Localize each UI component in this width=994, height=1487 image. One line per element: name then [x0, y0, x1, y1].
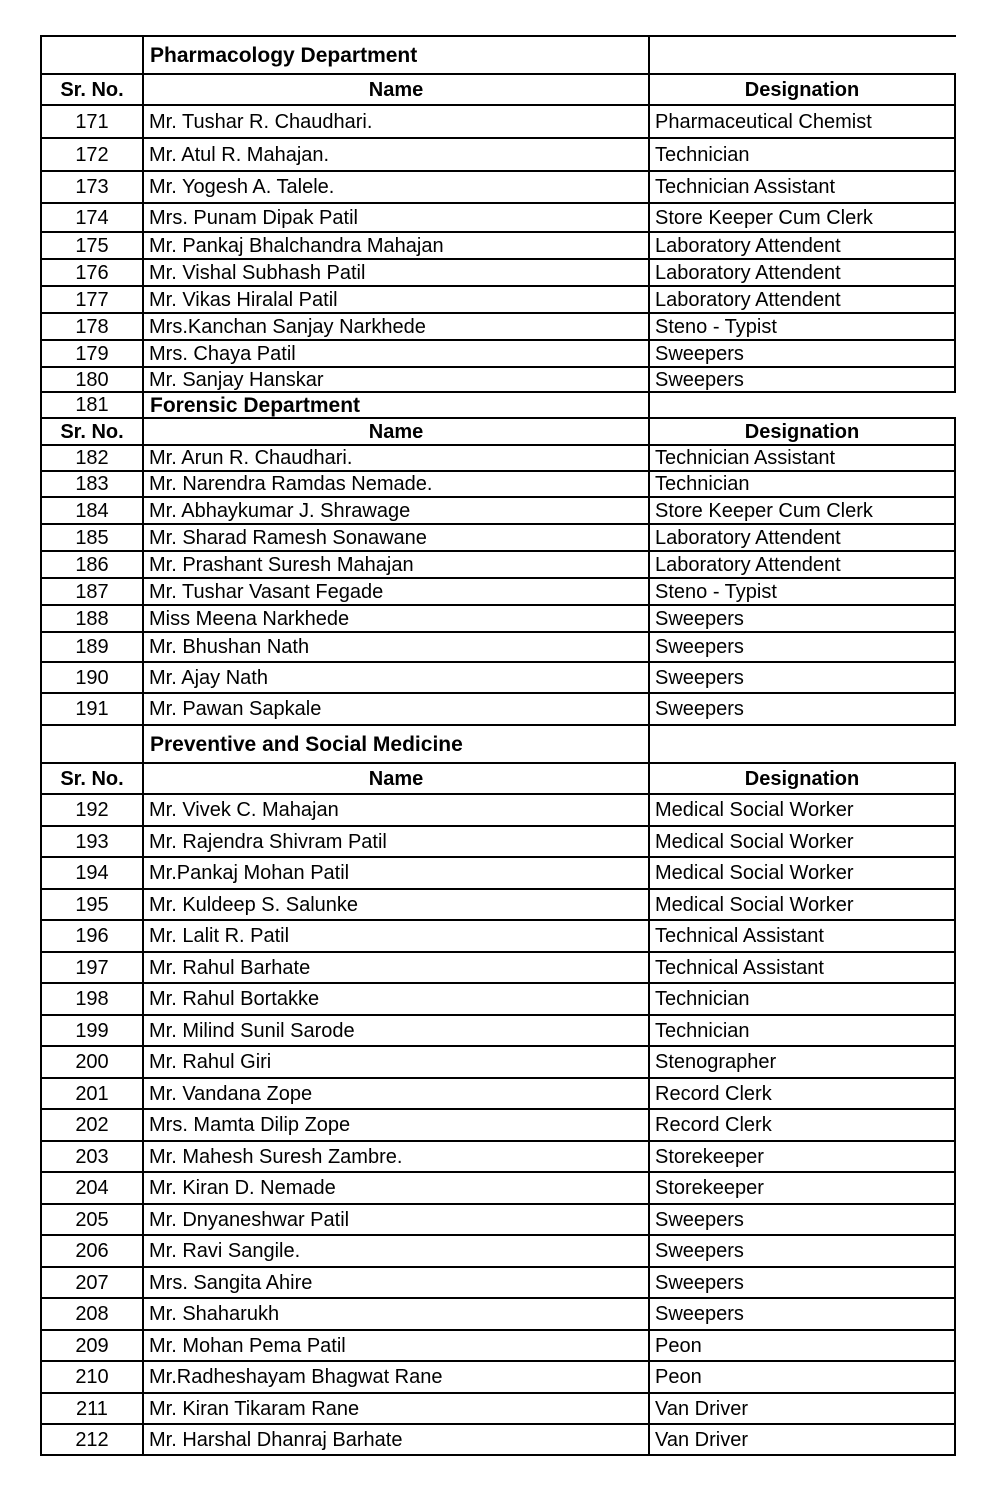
- designation-cell: Peon: [648, 1331, 956, 1360]
- designation-cell: Sweepers: [648, 1236, 956, 1266]
- table-row: [40, 106, 956, 139]
- name-cell: Mrs. Punam Dipak Patil: [142, 204, 648, 231]
- designation-cell: Sweepers: [648, 663, 956, 692]
- name-cell: Mr. Tushar Vasant Fegade: [142, 579, 648, 604]
- table-row: [40, 1047, 956, 1079]
- designation-cell: Record Clerk: [648, 1110, 956, 1140]
- header-designation: Designation: [648, 75, 956, 104]
- table-row: [40, 1142, 956, 1173]
- table-row: [40, 858, 956, 890]
- sr-no-cell: 175: [40, 233, 142, 258]
- sr-no-cell: 203: [40, 1142, 142, 1171]
- section-title: Preventive and Social Medicine: [142, 726, 648, 762]
- name-cell: Mr. Ajay Nath: [142, 663, 648, 692]
- designation-cell: Stenographer: [648, 1047, 956, 1077]
- sr-no-cell: 179: [40, 341, 142, 366]
- column-header-row: [40, 75, 956, 106]
- header-sr-no: Sr. No.: [40, 75, 142, 104]
- table-row: [40, 498, 956, 525]
- designation-cell: Technical Assistant: [648, 921, 956, 951]
- section-title-blank: [648, 726, 956, 762]
- section-title-row: [40, 37, 956, 75]
- table-row: [40, 525, 956, 552]
- table-row: [40, 1016, 956, 1047]
- sr-no-cell: 172: [40, 139, 142, 170]
- name-cell: Mr. Rahul Bortakke: [142, 984, 648, 1014]
- designation-cell: Record Clerk: [648, 1079, 956, 1108]
- sr-no-cell: 190: [40, 663, 142, 692]
- designation-cell: Pharmaceutical Chemist: [648, 106, 956, 137]
- sr-no-cell: 188: [40, 606, 142, 631]
- designation-cell: Van Driver: [648, 1425, 956, 1454]
- name-cell: Mr. Dnyaneshwar Patil: [142, 1205, 648, 1234]
- name-cell: Mr. Mahesh Suresh Zambre.: [142, 1142, 648, 1171]
- sr-no-cell: 206: [40, 1236, 142, 1266]
- name-cell: Mr. Rahul Giri: [142, 1047, 648, 1077]
- sr-no-cell: 202: [40, 1110, 142, 1140]
- sr-no-cell: 199: [40, 1016, 142, 1045]
- name-cell: Mr. Yogesh A. Talele.: [142, 172, 648, 202]
- sr-no-cell: 204: [40, 1173, 142, 1203]
- sr-no-cell: 184: [40, 498, 142, 523]
- designation-cell: Laboratory Attendent: [648, 525, 956, 550]
- sr-no-cell: 201: [40, 1079, 142, 1108]
- table-row: [40, 953, 956, 984]
- staff-table: [40, 35, 956, 1456]
- sr-no-cell: 209: [40, 1331, 142, 1360]
- name-cell: Mr. Rajendra Shivram Patil: [142, 827, 648, 856]
- table-row: [40, 341, 956, 368]
- table-row: [40, 890, 956, 921]
- designation-cell: Sweepers: [648, 1299, 956, 1329]
- name-cell: Mr. Sanjay Hanskar: [142, 368, 648, 391]
- designation-cell: Sweepers: [648, 633, 956, 661]
- name-cell: Mr. Vishal Subhash Patil: [142, 260, 648, 285]
- name-cell: Mr.Radheshayam Bhagwat Rane: [142, 1362, 648, 1392]
- section-title-blank: [648, 393, 956, 417]
- table-row: [40, 1173, 956, 1205]
- designation-cell: Laboratory Attendent: [648, 260, 956, 285]
- designation-cell: Sweepers: [648, 694, 956, 724]
- table-row: [40, 921, 956, 953]
- table-row: [40, 204, 956, 233]
- section-title: Forensic Department: [142, 393, 648, 417]
- name-cell: Mr. Tushar R. Chaudhari.: [142, 106, 648, 137]
- table-row: [40, 1236, 956, 1268]
- table-row: [40, 233, 956, 260]
- designation-cell: Sweepers: [648, 1268, 956, 1297]
- table-row: [40, 172, 956, 204]
- section-title-sr: 181: [40, 393, 142, 417]
- table-row: [40, 694, 956, 726]
- table-row: [40, 579, 956, 606]
- table-row: [40, 633, 956, 663]
- table-row: [40, 1205, 956, 1236]
- designation-cell: Technician Assistant: [648, 446, 956, 470]
- designation-cell: Sweepers: [648, 341, 956, 366]
- name-cell: Mr. Abhaykumar J. Shrawage: [142, 498, 648, 523]
- sr-no-cell: 200: [40, 1047, 142, 1077]
- name-cell: Mr. Shaharukh: [142, 1299, 648, 1329]
- designation-cell: Technical Assistant: [648, 953, 956, 982]
- designation-cell: Sweepers: [648, 368, 956, 391]
- header-name: Name: [142, 419, 648, 444]
- designation-cell: Technician: [648, 984, 956, 1014]
- name-cell: Mr. Atul R. Mahajan.: [142, 139, 648, 170]
- table-row: [40, 1299, 956, 1331]
- sr-no-cell: 196: [40, 921, 142, 951]
- name-cell: Mr. Vandana Zope: [142, 1079, 648, 1108]
- section-title-sr: [40, 37, 142, 73]
- sr-no-cell: 176: [40, 260, 142, 285]
- table-row: [40, 1362, 956, 1394]
- designation-cell: Sweepers: [648, 606, 956, 631]
- designation-cell: Medical Social Worker: [648, 858, 956, 888]
- table-row: [40, 314, 956, 341]
- table-row: [40, 552, 956, 579]
- name-cell: Mr. Kiran Tikaram Rane: [142, 1394, 648, 1423]
- name-cell: Mr. Kiran D. Nemade: [142, 1173, 648, 1203]
- header-sr-no: Sr. No.: [40, 419, 142, 444]
- table-row: [40, 287, 956, 314]
- table-row: [40, 260, 956, 287]
- sr-no-cell: 210: [40, 1362, 142, 1392]
- header-designation: Designation: [648, 419, 956, 444]
- sr-no-cell: 171: [40, 106, 142, 137]
- designation-cell: Technician: [648, 1016, 956, 1045]
- sr-no-cell: 207: [40, 1268, 142, 1297]
- table-row: [40, 472, 956, 498]
- name-cell: Mr. Narendra Ramdas Nemade.: [142, 472, 648, 496]
- sr-no-cell: 177: [40, 287, 142, 312]
- designation-cell: Storekeeper: [648, 1142, 956, 1171]
- name-cell: Mr. Pawan Sapkale: [142, 694, 648, 724]
- designation-cell: Steno - Typist: [648, 314, 956, 339]
- designation-cell: Storekeeper: [648, 1173, 956, 1203]
- sr-no-cell: 173: [40, 172, 142, 202]
- header-designation: Designation: [648, 764, 956, 793]
- name-cell: Mr. Rahul Barhate: [142, 953, 648, 982]
- section-title-blank: [648, 37, 956, 73]
- table-row: [40, 1331, 956, 1362]
- name-cell: Mrs. Sangita Ahire: [142, 1268, 648, 1297]
- sr-no-cell: 194: [40, 858, 142, 888]
- designation-cell: Laboratory Attendent: [648, 552, 956, 577]
- sr-no-cell: 189: [40, 633, 142, 661]
- sr-no-cell: 185: [40, 525, 142, 550]
- table-row: [40, 1079, 956, 1110]
- column-header-row: [40, 419, 956, 446]
- sr-no-cell: 182: [40, 446, 142, 470]
- table-row: [40, 827, 956, 858]
- designation-cell: Sweepers: [648, 1205, 956, 1234]
- name-cell: Mr. Harshal Dhanraj Barhate: [142, 1425, 648, 1454]
- name-cell: Miss Meena Narkhede: [142, 606, 648, 631]
- designation-cell: Laboratory Attendent: [648, 233, 956, 258]
- section-title: Pharmacology Department: [142, 37, 648, 73]
- name-cell: Mrs. Mamta Dilip Zope: [142, 1110, 648, 1140]
- header-sr-no: Sr. No.: [40, 764, 142, 793]
- section-title-row: [40, 393, 956, 419]
- name-cell: Mr. Pankaj Bhalchandra Mahajan: [142, 233, 648, 258]
- table-row: [40, 139, 956, 172]
- table-row: [40, 663, 956, 694]
- designation-cell: Peon: [648, 1362, 956, 1392]
- name-cell: Mrs. Chaya Patil: [142, 341, 648, 366]
- table-row: [40, 795, 956, 827]
- sr-no-cell: 198: [40, 984, 142, 1014]
- sr-no-cell: 195: [40, 890, 142, 919]
- sr-no-cell: 178: [40, 314, 142, 339]
- name-cell: Mr. Vivek C. Mahajan: [142, 795, 648, 825]
- column-header-row: [40, 764, 956, 795]
- table-row: [40, 446, 956, 472]
- name-cell: Mrs.Kanchan Sanjay Narkhede: [142, 314, 648, 339]
- sr-no-cell: 186: [40, 552, 142, 577]
- name-cell: Mr. Bhushan Nath: [142, 633, 648, 661]
- name-cell: Mr. Kuldeep S. Salunke: [142, 890, 648, 919]
- designation-cell: Medical Social Worker: [648, 795, 956, 825]
- name-cell: Mr. Prashant Suresh Mahajan: [142, 552, 648, 577]
- name-cell: Mr. Lalit R. Patil: [142, 921, 648, 951]
- designation-cell: Store Keeper Cum Clerk: [648, 204, 956, 231]
- designation-cell: Steno - Typist: [648, 579, 956, 604]
- sr-no-cell: 180: [40, 368, 142, 391]
- table-row: [40, 1110, 956, 1142]
- designation-cell: Laboratory Attendent: [648, 287, 956, 312]
- sr-no-cell: 208: [40, 1299, 142, 1329]
- sr-no-cell: 192: [40, 795, 142, 825]
- name-cell: Mr. Mohan Pema Patil: [142, 1331, 648, 1360]
- sr-no-cell: 197: [40, 953, 142, 982]
- table-row: [40, 368, 956, 393]
- table-row: [40, 606, 956, 633]
- name-cell: Mr.Pankaj Mohan Patil: [142, 858, 648, 888]
- designation-cell: Store Keeper Cum Clerk: [648, 498, 956, 523]
- sr-no-cell: 211: [40, 1394, 142, 1423]
- table-row: [40, 1425, 956, 1456]
- designation-cell: Medical Social Worker: [648, 827, 956, 856]
- name-cell: Mr. Ravi Sangile.: [142, 1236, 648, 1266]
- table-row: [40, 1268, 956, 1299]
- name-cell: Mr. Arun R. Chaudhari.: [142, 446, 648, 470]
- designation-cell: Technician: [648, 139, 956, 170]
- table-row: [40, 984, 956, 1016]
- section-title-sr: [40, 726, 142, 762]
- name-cell: Mr. Milind Sunil Sarode: [142, 1016, 648, 1045]
- sr-no-cell: 191: [40, 694, 142, 724]
- sr-no-cell: 205: [40, 1205, 142, 1234]
- section-title-row: [40, 726, 956, 764]
- name-cell: Mr. Sharad Ramesh Sonawane: [142, 525, 648, 550]
- designation-cell: Technician: [648, 472, 956, 496]
- header-name: Name: [142, 764, 648, 793]
- designation-cell: Medical Social Worker: [648, 890, 956, 919]
- name-cell: Mr. Vikas Hiralal Patil: [142, 287, 648, 312]
- sr-no-cell: 183: [40, 472, 142, 496]
- sr-no-cell: 174: [40, 204, 142, 231]
- sr-no-cell: 187: [40, 579, 142, 604]
- header-name: Name: [142, 75, 648, 104]
- sr-no-cell: 193: [40, 827, 142, 856]
- table-row: [40, 1394, 956, 1425]
- sr-no-cell: 212: [40, 1425, 142, 1454]
- designation-cell: Technician Assistant: [648, 172, 956, 202]
- designation-cell: Van Driver: [648, 1394, 956, 1423]
